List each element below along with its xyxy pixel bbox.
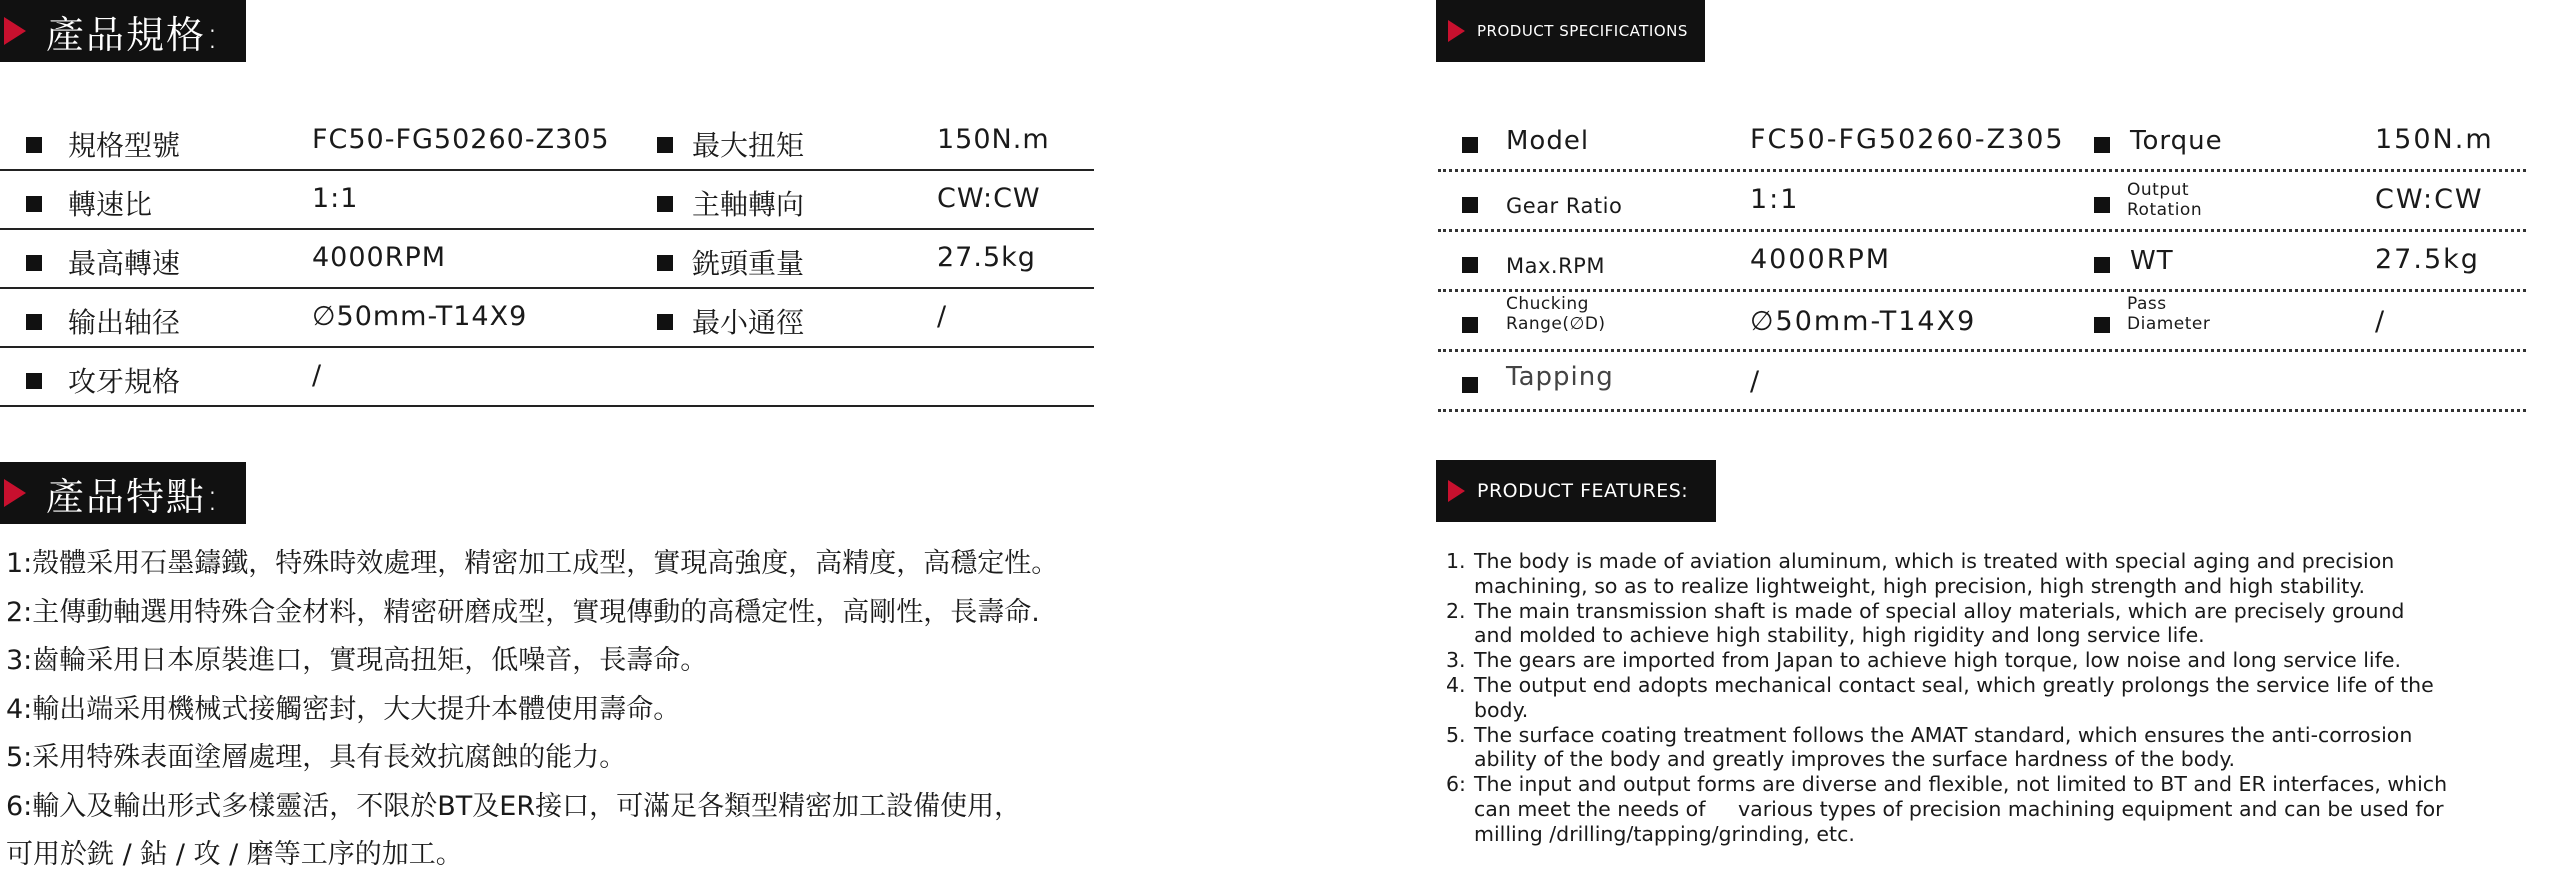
spec-value: / [1750, 366, 1762, 397]
bullet-square-icon [1462, 137, 1478, 153]
list-item: 3:齒輪采用日本原裝進口，實現高扭矩，低噪音，長壽命。 [6, 645, 708, 676]
table-row [1438, 232, 2526, 292]
bullet-square-icon [2094, 137, 2110, 153]
spec-value: FC50-FG50260-Z305 [312, 124, 610, 155]
bullet-square-icon [26, 255, 42, 271]
spec-label: 主軸轉向 [692, 188, 805, 221]
spec-value: 1:1 [1750, 184, 1800, 215]
table-row [1438, 172, 2526, 232]
bullet-square-icon [26, 137, 42, 153]
list-item: 5:采用特殊表面塗層處理，具有長效抗腐蝕的能力。 [6, 742, 627, 773]
list-line: milling /drilling/tapping/grinding, etc. [1474, 821, 1855, 846]
table-row [0, 289, 1094, 348]
spec-label: Torque [2130, 126, 2223, 156]
list-item [1446, 599, 2560, 649]
bullet-square-icon [2094, 257, 2110, 273]
bullet-square-icon [26, 373, 42, 389]
spec-value: ∅50mm-T14X9 [312, 301, 528, 332]
spec-value: / [2375, 306, 2387, 337]
list-number: 4. [1446, 672, 1466, 697]
list-item: 可用於銑 / 鉆 / 攻 / 磨等工序的加工。 [6, 839, 463, 870]
spec-label-line: Diameter [2127, 314, 2211, 334]
spec-label-line: Output [2127, 180, 2190, 200]
spec-value: 150N.m [2375, 124, 2494, 155]
spec-label: 轉速比 [68, 188, 153, 221]
bullet-square-icon [26, 314, 42, 330]
list-item: 4:輸出端采用機械式接觸密封，大大提升本體使用壽命。 [6, 693, 681, 725]
spec-label [2127, 180, 2202, 220]
spec-label: 規格型號 [68, 129, 181, 162]
spec-label: 最小通徑 [692, 306, 805, 339]
triangle-icon [4, 17, 26, 45]
list-line: body. [1474, 697, 1529, 722]
bullet-square-icon [657, 196, 673, 212]
list-line: The output end adopts mechanical contact seal, which greatly prolongs the service life of the [1474, 672, 2434, 697]
spec-label [2127, 294, 2210, 334]
bullet-square-icon [1462, 377, 1478, 393]
list-line: ability of the body and greatly improves the surface hardness of the body. [1474, 747, 2236, 772]
spec-value: CW:CW [2375, 184, 2484, 215]
bullet-square-icon [2094, 197, 2110, 213]
triangle-icon [1448, 480, 1465, 502]
en-spec-header [1436, 0, 1705, 62]
en-features-list [1446, 549, 2560, 847]
bullet-square-icon [1462, 257, 1478, 273]
table-row [0, 348, 1094, 407]
spec-label: WT [2130, 246, 2174, 276]
spec-value: 4000RPM [312, 242, 447, 273]
spec-value: 27.5kg [937, 242, 1036, 273]
bullet-square-icon [657, 137, 673, 153]
table-row [1438, 292, 2526, 352]
en-features-title: PRODUCT FEATURES: [1477, 480, 1689, 502]
en-spec-title: PRODUCT SPECIFICATIONS [1477, 22, 1688, 40]
en-features-header [1436, 460, 1716, 522]
spec-label: 输出轴径 [68, 306, 181, 339]
spec-label: 最大扭矩 [692, 129, 805, 162]
spec-label-line: Rotation [2127, 200, 2203, 220]
list-item [1446, 723, 2560, 773]
spec-label: Gear Ratio [1506, 194, 1623, 218]
list-line: machining, so as to realize lightweight, high precision, high strength and high stability. [1474, 573, 2366, 598]
cn-spec-table [0, 112, 1094, 407]
triangle-icon [1448, 20, 1465, 42]
spec-value: ∅50mm-T14X9 [1750, 306, 1977, 337]
list-item: 2:主傳動軸選用特殊合金材料，精密研磨成型，實現傳動的高穩定性，高剛性，長壽命. [6, 596, 1040, 628]
spec-value: 1:1 [312, 183, 359, 214]
cn-features-title: 產品特點: [46, 474, 221, 519]
list-item [1446, 648, 2560, 673]
list-number: 3. [1446, 648, 1466, 673]
table-row [0, 112, 1094, 171]
list-item [1446, 772, 2560, 846]
spec-value: / [937, 301, 948, 332]
list-number: 1. [1446, 549, 1466, 573]
list-line: The gears are imported from Japan to achieve high torque, low noise and long service life. [1474, 648, 2401, 673]
list-line: can meet the needs of various types of precision machining equipment and can be used for [1474, 796, 2444, 821]
table-row [0, 230, 1094, 289]
list-item: 1:殼體采用石墨鑄鐵，特殊時效處理，精密加工成型，實現高強度，高精度，高穩定性。 [6, 548, 1059, 579]
spec-value: 4000RPM [1750, 244, 1892, 275]
list-line: The main transmission shaft is made of special alloy materials, which are precisely ground [1474, 598, 2405, 623]
table-row [1438, 352, 2526, 412]
table-row [1438, 112, 2526, 172]
bullet-square-icon [657, 314, 673, 330]
cn-features-list [6, 540, 1100, 880]
cn-spec-title: 產品規格: [46, 12, 221, 57]
en-spec-table [1438, 112, 2526, 412]
list-line: and molded to achieve high stability, high rigidity and long service life. [1474, 623, 2205, 648]
list-number: 6: [1446, 772, 1466, 797]
spec-label-line: Range(∅D) [1506, 314, 1606, 334]
spec-value: CW:CW [937, 183, 1041, 214]
spec-value: 150N.m [937, 124, 1050, 155]
spec-value: FC50-FG50260-Z305 [1750, 124, 2065, 155]
spec-value: / [312, 360, 323, 391]
spec-label-line: Chucking [1506, 294, 1589, 314]
triangle-icon [4, 479, 26, 507]
spec-label: Max.RPM [1506, 254, 1605, 278]
spec-label: 最高轉速 [68, 247, 181, 280]
cn-spec-header [0, 0, 246, 62]
list-line: The input and output forms are diverse and flexible, not limited to BT and ER interfaces, which [1474, 772, 2448, 797]
list-item [1446, 549, 2560, 599]
list-number: 2. [1446, 598, 1466, 623]
spec-label: Tapping [1506, 362, 1614, 392]
bullet-square-icon [26, 196, 42, 212]
spec-label: 銑頭重量 [692, 247, 805, 280]
spec-value: 27.5kg [2375, 244, 2480, 275]
spec-label-line: Pass [2127, 294, 2167, 314]
list-item: 6:輸入及輸出形式多樣靈活，不限於BT及ER接口，可滿足各類型精密加工設備使用， [6, 790, 1022, 822]
bullet-square-icon [1462, 317, 1478, 333]
table-row [0, 171, 1094, 230]
bullet-square-icon [1462, 197, 1478, 213]
spec-label: 攻牙規格 [68, 365, 181, 398]
spec-label: Model [1506, 126, 1590, 156]
list-line: The surface coating treatment follows the AMAT standard, which ensures the anti-corrosion [1474, 722, 2413, 747]
list-line: The body is made of aviation aluminum, which is treated with special aging and precision [1474, 549, 2395, 573]
list-number: 5. [1446, 722, 1466, 747]
cn-features-header [0, 462, 246, 524]
list-item [1446, 673, 2560, 723]
spec-label [1506, 294, 1606, 334]
bullet-square-icon [657, 255, 673, 271]
bullet-square-icon [2094, 317, 2110, 333]
